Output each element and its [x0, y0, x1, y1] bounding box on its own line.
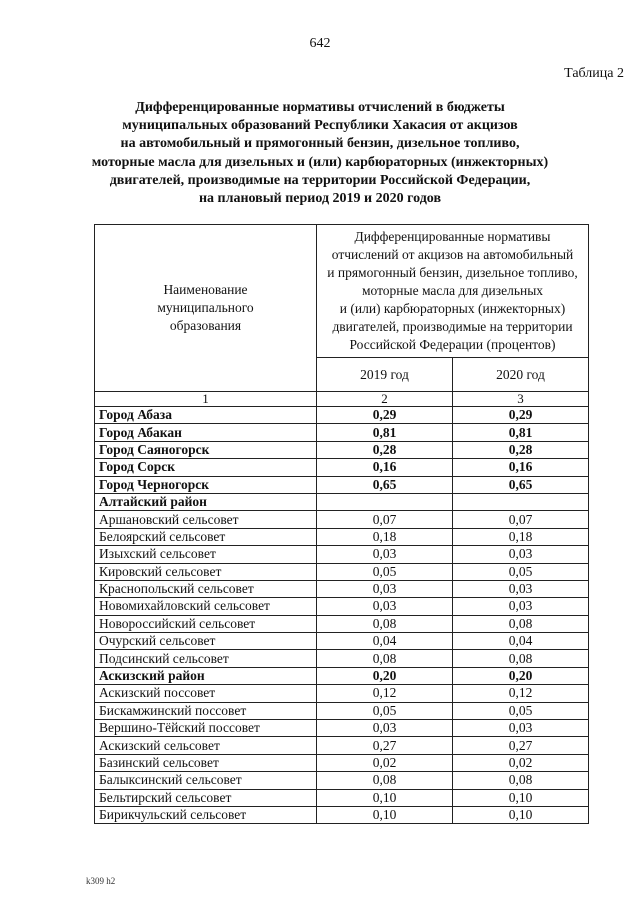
value-2019-cell: 0,08 — [317, 650, 453, 667]
table-row — [95, 424, 589, 441]
value-2019-cell: 0,03 — [317, 598, 453, 615]
header-line: и (или) карбюраторных (инжекторных) — [339, 301, 566, 316]
table-row — [95, 667, 589, 684]
municipality-name-cell: Кировский сельсовет — [95, 563, 317, 580]
value-2020-cell: 0,02 — [453, 754, 589, 771]
document-title — [70, 99, 570, 208]
municipality-name-cell: Аршановский сельсовет — [95, 511, 317, 528]
value-2020-cell: 0,10 — [453, 806, 589, 823]
value-2019-cell: 0,65 — [317, 476, 453, 493]
value-2019-cell: 0,03 — [317, 546, 453, 563]
header-line: Наименование — [163, 282, 248, 297]
value-2019-cell: 0,08 — [317, 772, 453, 789]
table-row — [95, 633, 589, 650]
table-row — [95, 720, 589, 737]
municipality-name-cell: Новороссийский сельсовет — [95, 615, 317, 632]
value-2019-cell: 0,20 — [317, 667, 453, 684]
value-2020-cell: 0,08 — [453, 615, 589, 632]
municipality-name-cell: Балыксинский сельсовет — [95, 772, 317, 789]
table-row — [95, 476, 589, 493]
value-2019-cell: 0,29 — [317, 407, 453, 424]
header-line: Российской Федерации (процентов) — [349, 337, 556, 352]
municipality-name-cell: Город Абаза — [95, 407, 317, 424]
norms-table — [94, 224, 589, 824]
value-2019-cell: 0,28 — [317, 441, 453, 458]
value-2019-cell: 0,10 — [317, 789, 453, 806]
header-line: двигателей, производимые на территории — [332, 319, 573, 334]
value-2020-cell: 0,81 — [453, 424, 589, 441]
page-number: 642 — [309, 36, 331, 51]
table-row — [95, 685, 589, 702]
value-2020-cell: 0,29 — [453, 407, 589, 424]
table-row — [95, 546, 589, 563]
header-line: отчислений от акцизов на автомобильный — [331, 247, 574, 262]
header-line: образования — [169, 318, 242, 333]
title-line: моторные масла для дизельных и (или) карбюраторных (инжекторных) — [91, 154, 549, 170]
table-label: Таблица 2 — [564, 66, 624, 81]
value-2020-cell: 0,18 — [453, 528, 589, 545]
value-2019-cell: 0,03 — [317, 720, 453, 737]
value-2019-cell: 0,07 — [317, 511, 453, 528]
table-row — [95, 754, 589, 771]
municipality-name-cell: Краснопольский сельсовет — [95, 580, 317, 597]
value-2020-cell: 0,12 — [453, 685, 589, 702]
value-2019-cell: 0,08 — [317, 615, 453, 632]
table-row — [95, 493, 589, 510]
municipality-name-cell: Город Черногорск — [95, 476, 317, 493]
value-2020-cell: 0,27 — [453, 737, 589, 754]
header-line: и прямогонный бензин, дизельное топливо, — [327, 265, 578, 280]
table-row — [95, 441, 589, 458]
table-row — [95, 650, 589, 667]
value-2019-cell: 0,04 — [317, 633, 453, 650]
value-2020-cell: 0,28 — [453, 441, 589, 458]
header-line: Дифференцированные нормативы — [354, 229, 551, 244]
table-row — [95, 806, 589, 823]
column-number: 2 — [317, 392, 453, 407]
table-row — [95, 702, 589, 719]
value-2020-cell: 0,05 — [453, 702, 589, 719]
value-2020-cell: 0,65 — [453, 476, 589, 493]
municipality-name-cell: Бельтирский сельсовет — [95, 789, 317, 806]
title-line: муниципальных образований Республики Хакасия от акцизов — [122, 118, 518, 134]
value-2020-cell: 0,03 — [453, 580, 589, 597]
header-municipality — [95, 225, 317, 392]
table-body — [95, 407, 589, 824]
value-2019-cell: 0,81 — [317, 424, 453, 441]
value-2019-cell: 0,16 — [317, 459, 453, 476]
table-row — [95, 528, 589, 545]
title-line: Дифференцированные нормативы отчислений в бюджеты — [135, 100, 505, 115]
value-2019-cell: 0,02 — [317, 754, 453, 771]
header-norms-description — [317, 225, 589, 358]
table-row — [95, 511, 589, 528]
footer-code: k309 h2 — [86, 876, 116, 886]
column-number: 1 — [95, 392, 317, 407]
municipality-name-cell: Аскизский поссовет — [95, 685, 317, 702]
table-row — [95, 737, 589, 754]
municipality-name-cell: Новомихайловский сельсовет — [95, 598, 317, 615]
value-2020-cell: 0,08 — [453, 650, 589, 667]
value-2019-cell: 0,05 — [317, 702, 453, 719]
header-year-2019: 2019 год — [317, 358, 453, 392]
municipality-name-cell: Аскизский сельсовет — [95, 737, 317, 754]
header-line: моторные масла для дизельных — [361, 283, 544, 298]
title-line: двигателей, производимые на территории Российской Федерации, — [109, 172, 531, 188]
municipality-name-cell: Бирикчульский сельсовет — [95, 806, 317, 823]
value-2020-cell: 0,04 — [453, 633, 589, 650]
column-number: 3 — [453, 392, 589, 407]
value-2020-cell: 0,05 — [453, 563, 589, 580]
value-2020-cell: 0,03 — [453, 598, 589, 615]
value-2020-cell — [453, 493, 589, 510]
table-row — [95, 615, 589, 632]
table-row — [95, 789, 589, 806]
municipality-name-cell: Изыхский сельсовет — [95, 546, 317, 563]
value-2020-cell: 0,03 — [453, 720, 589, 737]
header-line: муниципального — [157, 300, 254, 315]
value-2019-cell: 0,18 — [317, 528, 453, 545]
value-2020-cell: 0,20 — [453, 667, 589, 684]
table-row — [95, 459, 589, 476]
value-2019-cell: 0,03 — [317, 580, 453, 597]
value-2019-cell: 0,12 — [317, 685, 453, 702]
header-year-2020: 2020 год — [453, 358, 589, 392]
municipality-name-cell: Бискамжинский поссовет — [95, 702, 317, 719]
table-row — [95, 772, 589, 789]
value-2020-cell: 0,03 — [453, 546, 589, 563]
table-row — [95, 598, 589, 615]
table-row — [95, 407, 589, 424]
value-2020-cell: 0,08 — [453, 772, 589, 789]
municipality-name-cell: Город Сорск — [95, 459, 317, 476]
municipality-name-cell: Базинский сельсовет — [95, 754, 317, 771]
table-row — [95, 580, 589, 597]
table-row — [95, 563, 589, 580]
municipality-name-cell: Вершино-Тёйский поссовет — [95, 720, 317, 737]
value-2019-cell: 0,27 — [317, 737, 453, 754]
value-2019-cell: 0,10 — [317, 806, 453, 823]
municipality-name-cell: Аскизский район — [95, 667, 317, 684]
municipality-name-cell: Город Абакан — [95, 424, 317, 441]
municipality-name-cell: Подсинский сельсовет — [95, 650, 317, 667]
value-2019-cell: 0,05 — [317, 563, 453, 580]
municipality-name-cell: Белоярский сельсовет — [95, 528, 317, 545]
value-2020-cell: 0,16 — [453, 459, 589, 476]
municipality-name-cell: Очурский сельсовет — [95, 633, 317, 650]
value-2019-cell — [317, 493, 453, 510]
title-line: на плановый период 2019 и 2020 годов — [198, 191, 442, 207]
value-2020-cell: 0,07 — [453, 511, 589, 528]
value-2020-cell: 0,10 — [453, 789, 589, 806]
title-line: на автомобильный и прямогонный бензин, дизельное топливо, — [120, 136, 520, 152]
municipality-name-cell: Алтайский район — [95, 493, 317, 510]
municipality-name-cell: Город Саяногорск — [95, 441, 317, 458]
